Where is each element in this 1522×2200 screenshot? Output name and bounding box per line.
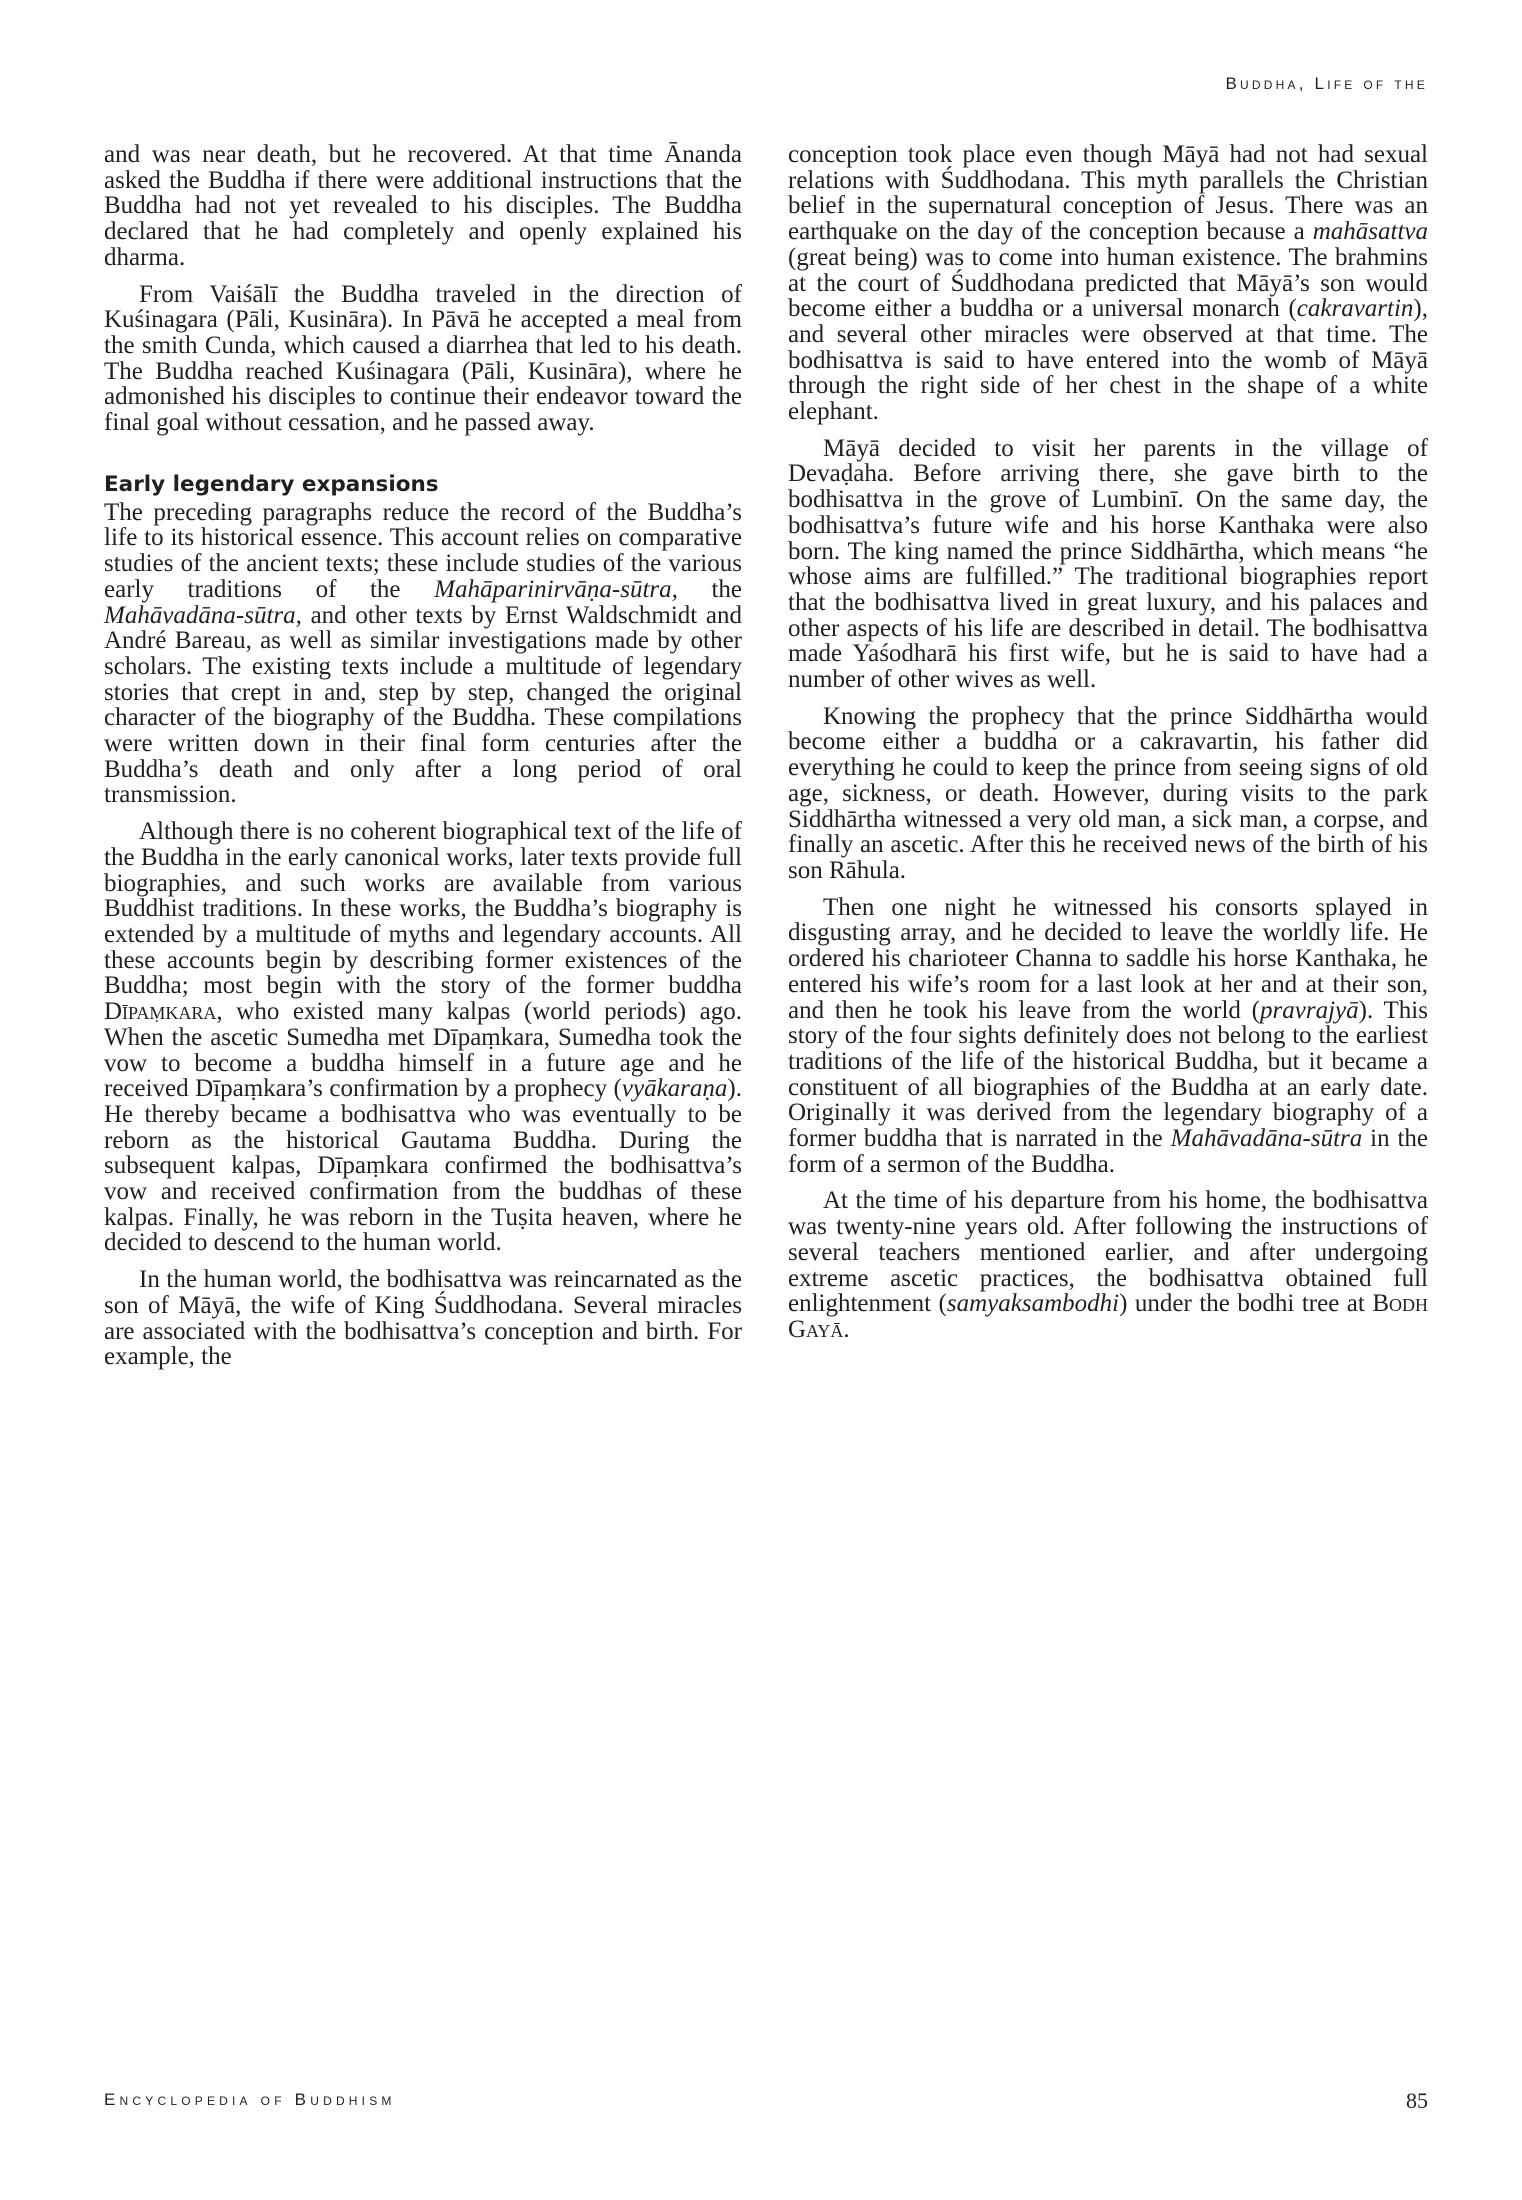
footer-publication-title: Encyclopedia of Buddhism [104,2090,396,2109]
section-heading: Early legendary expansions [104,471,439,497]
italic-title: Mahāvadāna-sūtra, [104,601,302,629]
text-run: Then one night he witnessed his consorts splayed in disgusting array, and he decided to leave the worldly life. He ordered his charioteer Channa to saddle his horse Kanthaka, he entered his wife’s room for a last look at her and at their son, and then he took his leave from the world ( [788,893,1428,1024]
italic-title: Mahāparinirvāṇa-sūtra, [434,575,678,603]
paragraph [788,142,1428,425]
italic-term: mahāsattva [1312,218,1428,246]
text-run: the [677,575,743,603]
running-head: Buddha, Life of the [1225,74,1428,93]
paragraph: From Vaiśālī the Buddha traveled in the direction of Kuśinagara (Pāli, Kusināra). In Pāvā he accepted a meal from the smith Cunda, which caused a diarrhea that led to his death. The Buddha reached Kuśinagara (Pāli, Kusināra), where he admonished his disciples to continue their endeavor toward the final goal without cessation, and he passed away. [104,280,742,437]
italic-term: samyaksambodhi [946,1290,1120,1318]
cross-reference: Dīpaṃkara [104,998,217,1026]
cross-reference: Bodh Gayā [788,1290,1429,1343]
paragraph: Knowing the prophecy that the prince Siddhārtha would become either a buddha or a cakravartin, his father did everything he could to keep the prince from seeing signs of old age, sickness, or death. However, during visits to the park Siddhārtha witnessed a very old man, a sick man, a corpse, and finally an ascetic. After this he received news of the birth of his son Rāhula. [788,702,1428,884]
text-run: ), and several other miracles were observed at that time. The bodhisattva is said to have entered into the womb of Māyā through the right side of her chest in the shape of a white elephant. [788,295,1428,426]
paragraph: and was near death, but he recovered. At that time Ānanda asked the Buddha if there were additional instructions that the Buddha had not yet revealed to his disciples. The Buddha declared that he had completely and openly explained his dharma. [104,141,742,271]
left-column [104,142,742,1381]
paragraph [104,819,742,1256]
paragraph: Māyā decided to visit her parents in the village of Devaḍaha. Before arriving there, she gave birth to the bodhisattva in the grove of Lumbinī. On the same day, the bodhisattva’s future wife and his horse Kanthaka were also born. The king named the prince Siddhārtha, which means “he whose aims are fulfilled.” The traditional biographies report that the bodhisattva lived in great luxury, and his palaces and other aspects of his life are described in detail. The bodhisattva made Yaśodharā his first wife, but he is said to have had a number of other wives as well. [788,434,1428,694]
italic-term: cakravartin [1296,295,1414,323]
text-run: , who existed many kalpas (world periods) ago. When the ascetic Sumedha met Dīpaṃkara, Sumedha took the vow to become a buddha himself in a future age and he received Dīpaṃkara’s confirmation by a prophecy ( [104,998,742,1103]
text-run: ). He thereby became a bodhisattva who was eventually to be reborn as the historical Gautama Buddha. During the subsequent kalpas, Dīpaṃkara confirmed the bodhisattva’s vow and received confirmation from the buddhas of these kalpas. Finally, he was reborn in the Tuṣita heaven, where he decided to descend to the human world. [104,1075,742,1257]
text-run: ). This story of the four sights definitely does not belong to the earliest traditions of the life of the historical Buddha, but it became a constituent of all biographies of the Buddha at an early date. Originally it was derived from the legendary biography of a former buddha that is narrated in the [788,996,1428,1153]
text-run: ) under the bodhi tree at [1119,1290,1373,1318]
text-run: conception took place even though Māyā had not had sexual relations with Śuddhodana. This myth parallels the Christian belief in the supernatural conception of Jesus. There was an earthquake on the day of the conception because a [788,141,1428,246]
text-run: At the time of his departure from his home, the bodhisattva was twenty-nine years old. After following the instructions of several teachers mentioned earlier, and after undergoing extreme ascetic practices, the bodhisattva obtained full enlightenment ( [788,1187,1428,1318]
paragraph: In the human world, the bodhisattva was reincarnated as the son of Māyā, the wife of King Śuddhodana. Several miracles are associated with the bodhisattva’s conception and birth. For example, the [104,1266,742,1371]
paragraph [788,1188,1428,1342]
text-run: . [843,1315,850,1343]
italic-term: pravrajyā [1260,996,1359,1024]
italic-term: vyākaraṇa [621,1075,728,1103]
text-run: in the form of a sermon of the Buddha. [788,1125,1428,1178]
text-run: Although there is no coherent biographical text of the life of the Buddha in the early canonical works, later texts provide full biographies, and such works are available from various Buddhist traditions. In these works, the Buddha’s biography is extended by a multitude of myths and legendary accounts. All these accounts begin by describing former existences of the Buddha; most begin with the story of the former buddha [104,818,742,1000]
right-column [788,142,1428,1354]
text-run: The preceding paragraphs reduce the record of the Buddha’s life to its historical essence. This account relies on comparative studies of the ancient texts; these include studies of the various early traditions of the [104,498,742,603]
italic-title: Mahāvadāna-sūtra [1170,1125,1363,1153]
page-number: 85 [1406,2088,1428,2113]
text-run: and other texts by Ernst Waldschmidt and André Bareau, as well as similar investigations made by other scholars. The existing texts include a multitude of legendary stories that crept in and, step by step, changed the original character of the biography of the Buddha. These compilations were written down in their final form centuries after the Buddha’s death and only after a long period of oral transmission. [104,601,742,809]
paragraph [104,500,742,808]
text-run: (great being) was to come into human existence. The brahmins at the court of Śuddhodana predicted that Māyā’s son would become either a buddha or a universal monarch ( [788,243,1428,323]
paragraph [788,895,1428,1178]
